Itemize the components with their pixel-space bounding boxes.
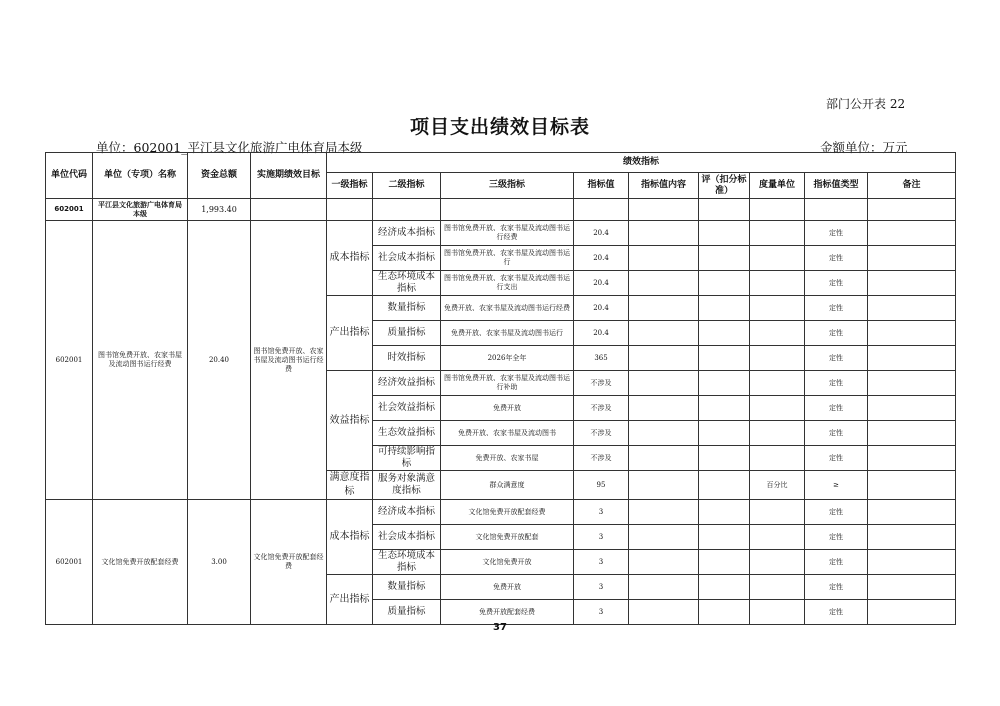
project-goal: 图书馆免费开放、农家书屋及流动图书运行经费 bbox=[251, 221, 327, 500]
indicator-value-type: 定性 bbox=[805, 575, 868, 600]
indicator-value: 20.4 bbox=[574, 246, 629, 271]
level3-indicator: 免费开放配套经费 bbox=[441, 600, 574, 625]
indicator-value-type: ≥ bbox=[805, 471, 868, 500]
indicator-content bbox=[629, 271, 699, 296]
indicator-measure-unit: 百分比 bbox=[750, 471, 805, 500]
level3-indicator: 文化馆免费开放 bbox=[441, 550, 574, 575]
indicator-value-type: 定性 bbox=[805, 421, 868, 446]
indicator-measure-unit bbox=[750, 221, 805, 246]
indicator-value: 3 bbox=[574, 525, 629, 550]
level3-indicator: 免费开放、农家书屋及流动图书 bbox=[441, 421, 574, 446]
indicator-value-type: 定性 bbox=[805, 271, 868, 296]
header-remark: 备注 bbox=[868, 173, 956, 199]
indicator-value-type: 定性 bbox=[805, 371, 868, 396]
project-name: 图书馆免费开放、农家书屋及流动图书运行经费 bbox=[93, 221, 188, 500]
indicator-score bbox=[699, 471, 750, 500]
header-value-type: 指标值类型 bbox=[805, 173, 868, 199]
level2-indicator: 数量指标 bbox=[373, 296, 441, 321]
level3-indicator: 图书馆免费开放、农家书屋及流动图书运行经费 bbox=[441, 221, 574, 246]
level2-indicator: 经济成本指标 bbox=[373, 221, 441, 246]
level2-indicator: 经济效益指标 bbox=[373, 371, 441, 396]
indicator-measure-unit bbox=[750, 271, 805, 296]
level1-indicator: 成本指标 bbox=[327, 500, 373, 575]
summary-row bbox=[46, 199, 956, 221]
summary-name: 平江县文化旅游广电体育局本级 bbox=[93, 199, 188, 221]
indicator-measure-unit bbox=[750, 500, 805, 525]
level1-indicator: 产出指标 bbox=[327, 296, 373, 371]
indicator-content bbox=[629, 321, 699, 346]
indicator-measure-unit bbox=[750, 396, 805, 421]
level3-indicator: 免费开放、农家书屋及流动图书运行经费 bbox=[441, 296, 574, 321]
indicator-score bbox=[699, 296, 750, 321]
indicator-row bbox=[46, 221, 956, 246]
indicator-measure-unit bbox=[750, 296, 805, 321]
indicator-value-type: 定性 bbox=[805, 500, 868, 525]
indicator-score bbox=[699, 321, 750, 346]
indicator-remark bbox=[868, 421, 956, 446]
header-score: 评（扣分标准） bbox=[699, 173, 750, 199]
indicator-value-type: 定性 bbox=[805, 221, 868, 246]
indicator-value-type: 定性 bbox=[805, 321, 868, 346]
indicator-measure-unit bbox=[750, 525, 805, 550]
level3-indicator: 免费开放 bbox=[441, 396, 574, 421]
indicator-content bbox=[629, 600, 699, 625]
page-title: 项目支出绩效目标表 bbox=[409, 116, 590, 138]
level2-indicator: 生态环境成本指标 bbox=[373, 550, 441, 575]
indicator-measure-unit bbox=[750, 321, 805, 346]
level3-indicator: 免费开放 bbox=[441, 575, 574, 600]
indicator-value-type: 定性 bbox=[805, 296, 868, 321]
indicator-score bbox=[699, 550, 750, 575]
indicator-score bbox=[699, 346, 750, 371]
indicator-score bbox=[699, 446, 750, 471]
project-code: 602001 bbox=[46, 221, 93, 500]
header-level2: 二级指标 bbox=[373, 173, 441, 199]
indicator-value-type: 定性 bbox=[805, 396, 868, 421]
level2-indicator: 社会成本指标 bbox=[373, 246, 441, 271]
indicator-measure-unit bbox=[750, 371, 805, 396]
header-total-funds: 资金总额 bbox=[188, 153, 251, 199]
indicator-value: 365 bbox=[574, 346, 629, 371]
header-perf-indicators: 绩效指标 bbox=[327, 153, 956, 173]
indicator-measure-unit bbox=[750, 550, 805, 575]
header-unit-code: 单位代码 bbox=[46, 153, 93, 199]
indicator-measure-unit bbox=[750, 421, 805, 446]
indicator-score bbox=[699, 221, 750, 246]
indicator-measure-unit bbox=[750, 346, 805, 371]
form-number: 部门公开表 22 bbox=[826, 97, 906, 111]
indicator-value: 不涉及 bbox=[574, 396, 629, 421]
indicator-remark bbox=[868, 346, 956, 371]
level2-indicator: 生态环境成本指标 bbox=[373, 271, 441, 296]
level2-indicator: 服务对象满意度指标 bbox=[373, 471, 441, 500]
indicator-remark bbox=[868, 550, 956, 575]
header-measure-unit: 度量单位 bbox=[750, 173, 805, 199]
performance-table bbox=[45, 152, 956, 625]
indicator-value: 不涉及 bbox=[574, 371, 629, 396]
summary-amount: 1,993.40 bbox=[188, 199, 251, 221]
indicator-value: 不涉及 bbox=[574, 446, 629, 471]
level3-indicator: 群众满意度 bbox=[441, 471, 574, 500]
indicator-measure-unit bbox=[750, 246, 805, 271]
indicator-score bbox=[699, 371, 750, 396]
level3-indicator: 文化馆免费开放配套经费 bbox=[441, 500, 574, 525]
level1-indicator: 效益指标 bbox=[327, 371, 373, 471]
indicator-content bbox=[629, 421, 699, 446]
project-code: 602001 bbox=[46, 500, 93, 625]
indicator-remark bbox=[868, 271, 956, 296]
indicator-remark bbox=[868, 396, 956, 421]
level2-indicator: 可持续影响指标 bbox=[373, 446, 441, 471]
level1-indicator: 成本指标 bbox=[327, 221, 373, 296]
indicator-remark bbox=[868, 471, 956, 500]
indicator-value: 20.4 bbox=[574, 271, 629, 296]
header-level1: 一级指标 bbox=[327, 173, 373, 199]
indicator-score bbox=[699, 525, 750, 550]
indicator-value: 20.4 bbox=[574, 296, 629, 321]
level1-indicator: 满意度指标 bbox=[327, 471, 373, 500]
indicator-content bbox=[629, 525, 699, 550]
indicator-value-type: 定性 bbox=[805, 446, 868, 471]
indicator-content bbox=[629, 550, 699, 575]
indicator-measure-unit bbox=[750, 446, 805, 471]
level3-indicator: 文化馆免费开放配套 bbox=[441, 525, 574, 550]
indicator-value: 95 bbox=[574, 471, 629, 500]
indicator-value: 3 bbox=[574, 500, 629, 525]
indicator-remark bbox=[868, 371, 956, 396]
indicator-value: 3 bbox=[574, 600, 629, 625]
indicator-measure-unit bbox=[750, 600, 805, 625]
indicator-remark bbox=[868, 575, 956, 600]
indicator-score bbox=[699, 600, 750, 625]
indicator-value-type: 定性 bbox=[805, 246, 868, 271]
project-amount: 20.40 bbox=[188, 221, 251, 500]
indicator-score bbox=[699, 575, 750, 600]
level2-indicator: 质量指标 bbox=[373, 321, 441, 346]
summary-code: 602001 bbox=[46, 199, 93, 221]
header-period-goal: 实施期绩效目标 bbox=[251, 153, 327, 199]
indicator-content bbox=[629, 446, 699, 471]
indicator-remark bbox=[868, 446, 956, 471]
indicator-score bbox=[699, 421, 750, 446]
level3-indicator: 图书馆免费开放、农家书屋及流动图书运行支出 bbox=[441, 271, 574, 296]
indicator-value-type: 定性 bbox=[805, 525, 868, 550]
indicator-content bbox=[629, 221, 699, 246]
header-unit-name: 单位（专项）名称 bbox=[93, 153, 188, 199]
indicator-content bbox=[629, 371, 699, 396]
indicator-content bbox=[629, 246, 699, 271]
indicator-value-type: 定性 bbox=[805, 600, 868, 625]
indicator-remark bbox=[868, 600, 956, 625]
header-value: 指标值 bbox=[574, 173, 629, 199]
indicator-score bbox=[699, 500, 750, 525]
indicator-content bbox=[629, 471, 699, 500]
amount-unit: 金额单位：万元 bbox=[820, 140, 908, 155]
indicator-measure-unit bbox=[750, 575, 805, 600]
indicator-score bbox=[699, 246, 750, 271]
indicator-remark bbox=[868, 296, 956, 321]
level3-indicator: 图书馆免费开放、农家书屋及流动图书运行补助 bbox=[441, 371, 574, 396]
indicator-value: 3 bbox=[574, 575, 629, 600]
level2-indicator: 质量指标 bbox=[373, 600, 441, 625]
indicator-remark bbox=[868, 246, 956, 271]
indicator-value: 3 bbox=[574, 550, 629, 575]
page-number: 37 bbox=[493, 622, 507, 633]
indicator-content bbox=[629, 396, 699, 421]
indicator-score bbox=[699, 271, 750, 296]
level2-indicator: 社会效益指标 bbox=[373, 396, 441, 421]
indicator-content bbox=[629, 575, 699, 600]
project-name: 文化馆免费开放配套经费 bbox=[93, 500, 188, 625]
level2-indicator: 生态效益指标 bbox=[373, 421, 441, 446]
indicator-score bbox=[699, 396, 750, 421]
level2-indicator: 经济成本指标 bbox=[373, 500, 441, 525]
indicator-remark bbox=[868, 321, 956, 346]
level2-indicator: 数量指标 bbox=[373, 575, 441, 600]
indicator-value: 不涉及 bbox=[574, 421, 629, 446]
indicator-content bbox=[629, 296, 699, 321]
project-goal: 文化馆免费开放配套经费 bbox=[251, 500, 327, 625]
indicator-row bbox=[46, 500, 956, 525]
unit-line: 单位：602001_平江县文化旅游广电体育局本级 bbox=[96, 140, 363, 155]
indicator-value: 20.4 bbox=[574, 321, 629, 346]
indicator-remark bbox=[868, 221, 956, 246]
level3-indicator: 2026年全年 bbox=[441, 346, 574, 371]
indicator-content bbox=[629, 500, 699, 525]
level3-indicator: 免费开放、农家书屋 bbox=[441, 446, 574, 471]
level2-indicator: 时效指标 bbox=[373, 346, 441, 371]
indicator-content bbox=[629, 346, 699, 371]
header-level3: 三级指标 bbox=[441, 173, 574, 199]
level3-indicator: 图书馆免费开放、农家书屋及流动图书运行 bbox=[441, 246, 574, 271]
indicator-value: 20.4 bbox=[574, 221, 629, 246]
indicator-remark bbox=[868, 525, 956, 550]
level3-indicator: 免费开放、农家书屋及流动图书运行 bbox=[441, 321, 574, 346]
level2-indicator: 社会成本指标 bbox=[373, 525, 441, 550]
header-content: 指标值内容 bbox=[629, 173, 699, 199]
indicator-remark bbox=[868, 500, 956, 525]
level1-indicator: 产出指标 bbox=[327, 575, 373, 625]
indicator-value-type: 定性 bbox=[805, 346, 868, 371]
project-amount: 3.00 bbox=[188, 500, 251, 625]
indicator-value-type: 定性 bbox=[805, 550, 868, 575]
